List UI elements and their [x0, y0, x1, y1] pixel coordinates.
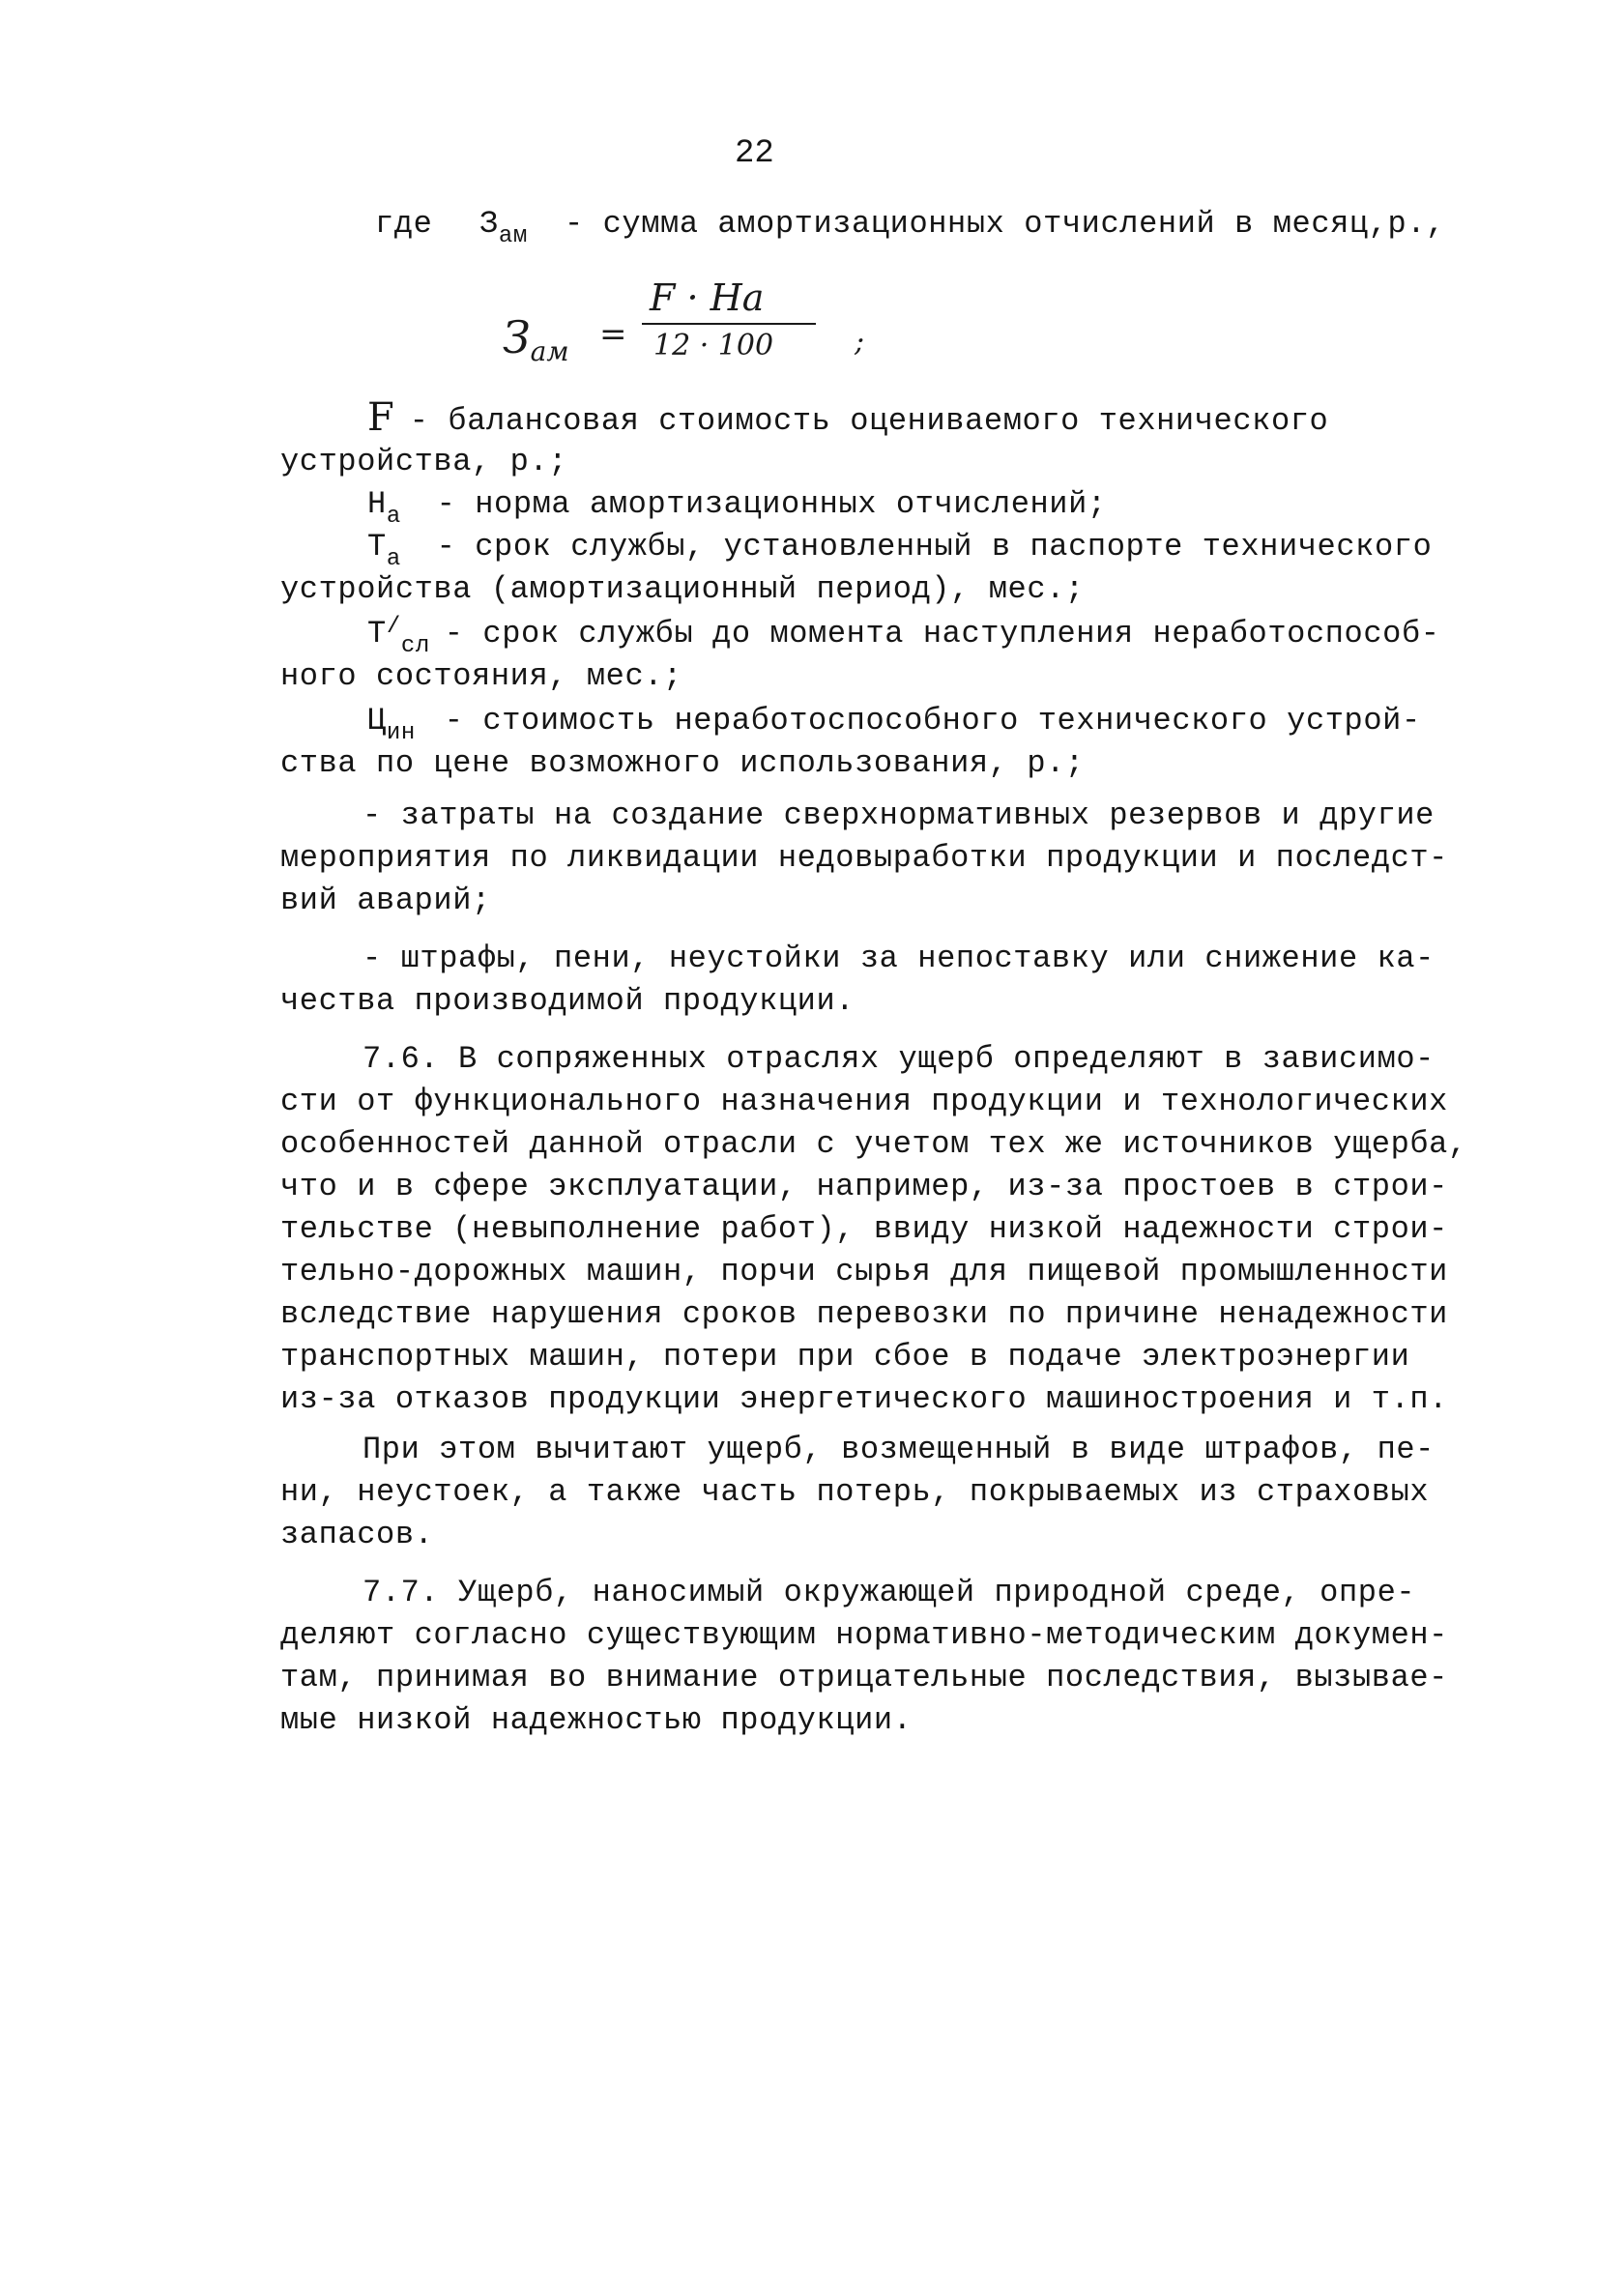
- def-symbol-Tsl: $Т^/_{сл}$: [367, 614, 430, 659]
- para-reserves-line-1: - затраты на создание сверхнормативных резервов и другие: [362, 797, 1435, 833]
- def-text-Tsin: - стоимость неработоспособного технического устрой-: [425, 703, 1421, 739]
- def-text-Ta: - срок службы, установленный в паспорте технического: [398, 529, 1433, 565]
- def-symbol-Tsin: $Ц_{ин}$: [367, 703, 416, 746]
- def-symbol-Ta: $Т_а$: [367, 529, 401, 572]
- para-7-7-line-4: мые низкой надежностью продукции.: [280, 1702, 913, 1738]
- para-7-7-line-1: 7.7. Ущерб, наносимый окружающей природной среде, опре-: [362, 1575, 1416, 1610]
- para-7-7-line-3: там, принимая во внимание отрицательные последствия, вызывае-: [280, 1660, 1448, 1695]
- para-7-6-line-1: 7.6. В сопряженных отраслях ущерб определяют в зависимо-: [362, 1041, 1435, 1077]
- def-text-Tsin-cont: ства по цене возможного использования, р.;: [280, 745, 1085, 781]
- para-7-6-line-2: сти от функционального назначения продукции и технологических: [280, 1084, 1448, 1119]
- formula-equals: =: [599, 315, 627, 354]
- def-text-Ha: - норма амортизационных отчислений;: [398, 486, 1107, 522]
- formula-lhs: $З_{ам}$: [503, 311, 569, 367]
- para-7-6-line-9: из-за отказов продукции энергетического машиностроения и т.п.: [280, 1381, 1448, 1417]
- page-number: 22: [735, 135, 774, 172]
- def-text-F-cont: устройства, р.;: [280, 444, 568, 479]
- def-text-Ta-cont: устройства (амортизационный период), мес.;: [280, 571, 1085, 607]
- para-deduct-line-1: При этом вычитают ущерб, возмещенный в виде штрафов, пе-: [362, 1432, 1435, 1467]
- para-7-6-line-4: что и в сфере эксплуатации, например, из-за простоев в строи-: [280, 1169, 1448, 1204]
- para-deduct-line-3: запасов.: [280, 1517, 434, 1552]
- formula-numerator: F · Hа: [650, 276, 765, 319]
- def-text-Tsl: - срок службы до момента наступления неработоспособ-: [425, 616, 1440, 652]
- para-deduct-line-2: ни, неустоек, а также часть потерь, покрываемых из страховых: [280, 1474, 1430, 1510]
- def-text-F: - балансовая стоимость оцениваемого технического: [391, 403, 1329, 439]
- para-penalties-line-1: - штрафы, пени, неустойки за непоставку или снижение ка-: [362, 941, 1435, 976]
- para-7-6-line-7: вследствие нарушения сроков перевозки по причине ненадежности: [280, 1296, 1448, 1332]
- where-label: где: [375, 206, 433, 242]
- def-text-Tsl-cont: ного состояния, мес.;: [280, 658, 682, 694]
- formula-fraction-bar: [642, 323, 816, 325]
- formula-semicolon: ;: [855, 325, 865, 359]
- para-7-6-line-3: особенностей данной отрасли с учетом тех же источников ущерба,: [280, 1126, 1467, 1162]
- para-7-6-line-8: транспортных машин, потери при сбое в подаче электроэнергии: [280, 1339, 1410, 1375]
- where-description: - сумма амортизационных отчислений в месяц,р.,: [565, 206, 1445, 242]
- para-reserves-line-3: вий аварий;: [280, 883, 491, 918]
- def-symbol-F: F: [367, 395, 395, 440]
- para-penalties-line-2: чества производимой продукции.: [280, 983, 856, 1019]
- para-reserves-line-2: мероприятия по ликвидации недовыработки продукции и последст-: [280, 840, 1448, 876]
- where-symbol: $З_{ам}$: [479, 206, 528, 249]
- para-7-6-line-6: тельно-дорожных машин, порчи сырья для пищевой промышленности: [280, 1254, 1448, 1289]
- formula-denominator: 12 · 100: [653, 329, 774, 362]
- para-7-7-line-2: деляют согласно существующим нормативно-методическим докумен-: [280, 1617, 1448, 1653]
- def-symbol-Ha: $Н_а$: [367, 486, 401, 530]
- para-7-6-line-5: тельстве (невыполнение работ), ввиду низкой надежности строи-: [280, 1211, 1448, 1247]
